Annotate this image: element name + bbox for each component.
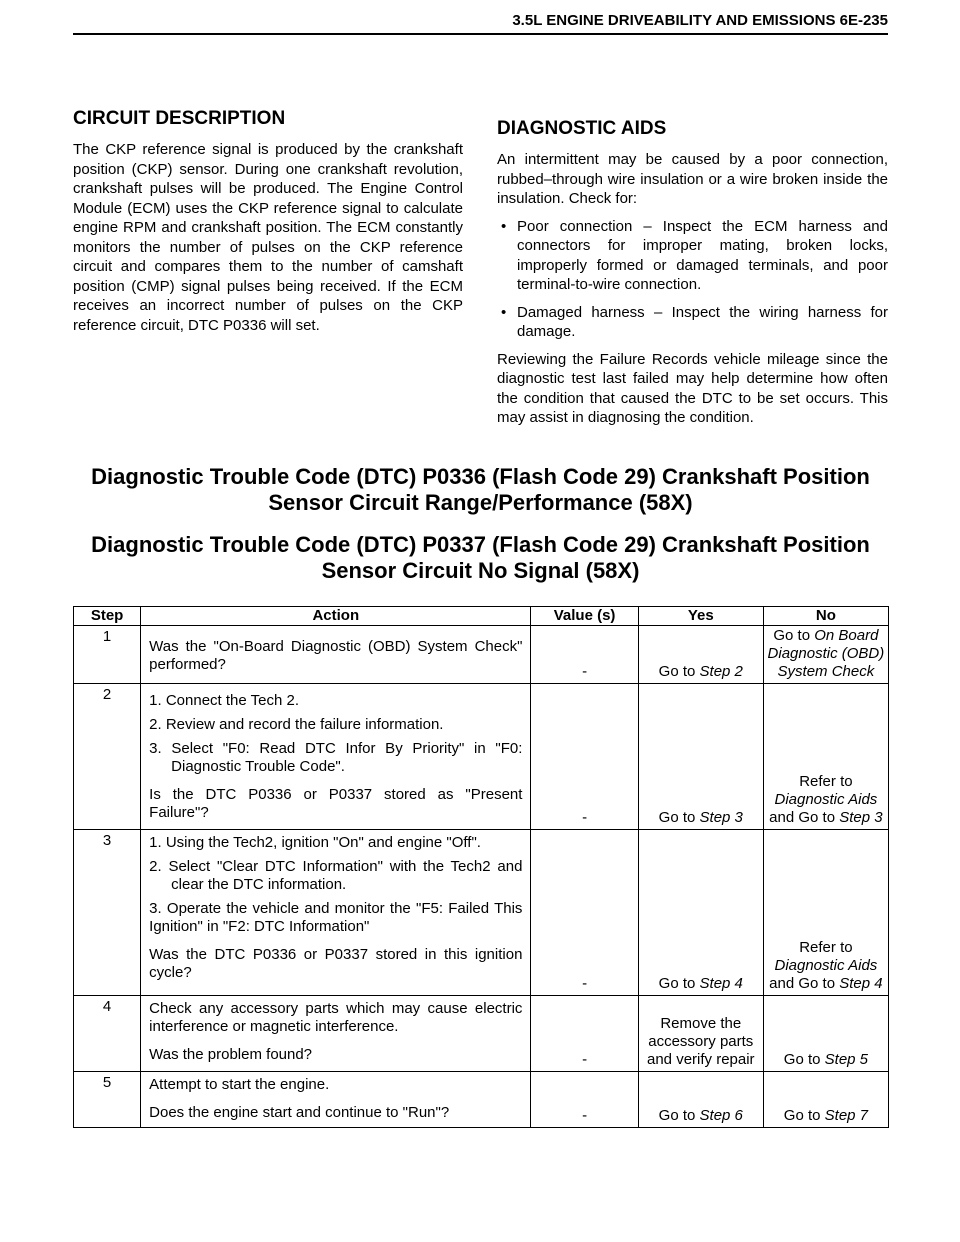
- step-yes: [638, 1072, 763, 1128]
- yes-prefix: Go to: [658, 975, 700, 992]
- no-step-link[interactable]: Step 3: [839, 809, 883, 826]
- no-step-link[interactable]: Step 7: [824, 1107, 869, 1124]
- diagnostic-steps-table: [73, 606, 889, 1128]
- step-action: [141, 626, 531, 684]
- step-number: 2: [74, 684, 141, 830]
- step-value: -: [531, 996, 638, 1072]
- step-number: 5: [74, 1072, 141, 1128]
- header-rule: [73, 33, 888, 35]
- no-prefix: and Go to: [769, 809, 840, 826]
- step-no: [763, 830, 888, 996]
- step-value: -: [531, 830, 638, 996]
- step-no: [763, 996, 888, 1072]
- no-prefix: and Go to: [769, 975, 840, 992]
- running-header: 3.5L ENGINE DRIVEABILITY AND EMISSIONS 6E-235: [512, 12, 888, 29]
- no-step-link[interactable]: On Board Diagnostic (OBD) System Check: [767, 627, 885, 680]
- no-refer-label: Refer to: [799, 773, 853, 790]
- no-diagnostic-aids-link[interactable]: Diagnostic Aids: [774, 957, 878, 974]
- yes-step-link[interactable]: Step 3: [699, 809, 743, 826]
- action-line: 2. Review and record the failure information.: [149, 716, 444, 733]
- step-yes[interactable]: Remove the accessory parts and verify repair: [638, 996, 763, 1072]
- dtc-title-p0336: Diagnostic Trouble Code (DTC) P0336 (Flash Code 29) Crankshaft Position Sensor Circuit Range/Performance (58X): [91, 464, 870, 515]
- step-yes: [638, 626, 763, 684]
- step-number: 3: [74, 830, 141, 996]
- step-number: 1: [74, 626, 141, 684]
- table-row: [74, 684, 889, 830]
- dtc-title-p0337: Diagnostic Trouble Code (DTC) P0337 (Flash Code 29) Crankshaft Position Sensor Circuit No Signal (58X): [91, 532, 870, 583]
- yes-prefix: Go to: [658, 1107, 700, 1124]
- no-refer-label: Refer to: [799, 939, 853, 956]
- table-row: [74, 996, 889, 1072]
- list-item: • Poor connection – Inspect the ECM harness and connectors for improper mating, broken locks, improperly formed or damaged terminals, and poor terminal-to-wire connection.: [497, 217, 888, 295]
- step-yes: [638, 684, 763, 830]
- action-line: Was the DTC P0336 or P0337 stored in this ignition cycle?: [149, 946, 523, 981]
- action-line: Is the DTC P0336 or P0337 stored as "Present Failure"?: [149, 786, 523, 821]
- action-line: Attempt to start the engine.: [149, 1076, 330, 1093]
- no-prefix: Go to: [773, 627, 815, 644]
- action-line: Was the "On-Board Diagnostic (OBD) System Check" performed?: [149, 638, 523, 673]
- action-line: 1. Using the Tech2, ignition "On" and engine "Off".: [149, 834, 481, 851]
- list-item: • Damaged harness – Inspect the wiring harness for damage.: [497, 303, 888, 342]
- action-line: 3. Operate the vehicle and monitor the "F5: Failed This Ignition" in "F2: DTC Information": [149, 900, 523, 935]
- table-header-row: [74, 607, 889, 626]
- step-action: [141, 830, 531, 996]
- step-number: 4: [74, 996, 141, 1072]
- yes-step-link[interactable]: Step 6: [699, 1107, 743, 1124]
- table-row: [74, 1072, 889, 1128]
- column-header-step: Step: [74, 607, 141, 626]
- circuit-description-title: CIRCUIT DESCRIPTION: [73, 108, 286, 129]
- step-action: [141, 996, 531, 1072]
- no-step-link[interactable]: Step 5: [824, 1051, 869, 1068]
- step-no: [763, 1072, 888, 1128]
- step-value: -: [531, 626, 638, 684]
- step-value: -: [531, 684, 638, 830]
- step-no: [763, 626, 888, 684]
- step-no: [763, 684, 888, 830]
- action-line: 3. Select "F0: Read DTC Infor By Priority" in "F0: Diagnostic Trouble Code".: [149, 740, 523, 775]
- no-prefix: Go to: [783, 1051, 825, 1068]
- action-line: Does the engine start and continue to "Run"?: [149, 1104, 450, 1121]
- column-header-yes: Yes: [638, 607, 763, 626]
- yes-prefix: Go to: [658, 663, 700, 680]
- diagnostic-aids-intro: An intermittent may be caused by a poor connection, rubbed–through wire insulation or a wire broken inside the insulation. Check for:: [497, 151, 888, 207]
- no-step-link[interactable]: Step 4: [839, 975, 883, 992]
- step-value: -: [531, 1072, 638, 1128]
- diagnostic-aids-outro: Reviewing the Failure Records vehicle mileage since the diagnostic test last failed may help determine how often the condition that caused the DTC to be set occurs. This may assist in diagnosing the condition.: [497, 350, 888, 426]
- yes-step-link[interactable]: Step 2: [699, 663, 743, 680]
- step-action: [141, 1072, 531, 1128]
- action-line: 2. Select "Clear DTC Information" with the Tech2 and clear the DTC information.: [149, 858, 523, 893]
- yes-prefix: Go to: [658, 809, 700, 826]
- column-header-no: No: [763, 607, 888, 626]
- diagnostic-aids-list: [497, 217, 888, 342]
- action-line: Check any accessory parts which may cause electric interference or magnetic interference.: [149, 1000, 523, 1035]
- circuit-description-body: The CKP reference signal is produced by the crankshaft position (CKP) sensor. During one crankshaft revolution, crankshaft pulses will be produced. The Engine Control Module (ECM) uses the CKP reference signal to calculate engine RPM and crankshaft position. The ECM constantly monitors the number of pulses on the CKP reference circuit and compares them to the number of camshaft position (CMP) signal pulses being received. If the ECM receives an incorrect number of pulses on the CKP reference circuit, DTC P0336 will set.: [73, 141, 463, 334]
- diagnostic-aids-section: [497, 118, 888, 428]
- diagnostic-aids-title: DIAGNOSTIC AIDS: [497, 118, 667, 139]
- column-header-action: Action: [141, 607, 531, 626]
- step-action: [141, 684, 531, 830]
- yes-step-link[interactable]: Step 4: [699, 975, 743, 992]
- column-header-value: Value (s): [531, 607, 638, 626]
- action-line: Was the problem found?: [149, 1046, 313, 1063]
- circuit-description-section: [73, 108, 463, 335]
- no-prefix: Go to: [783, 1107, 825, 1124]
- no-diagnostic-aids-link[interactable]: Diagnostic Aids: [774, 791, 878, 808]
- table-row: [74, 626, 889, 684]
- action-line: 1. Connect the Tech 2.: [149, 692, 299, 709]
- step-yes: [638, 830, 763, 996]
- table-row: [74, 830, 889, 996]
